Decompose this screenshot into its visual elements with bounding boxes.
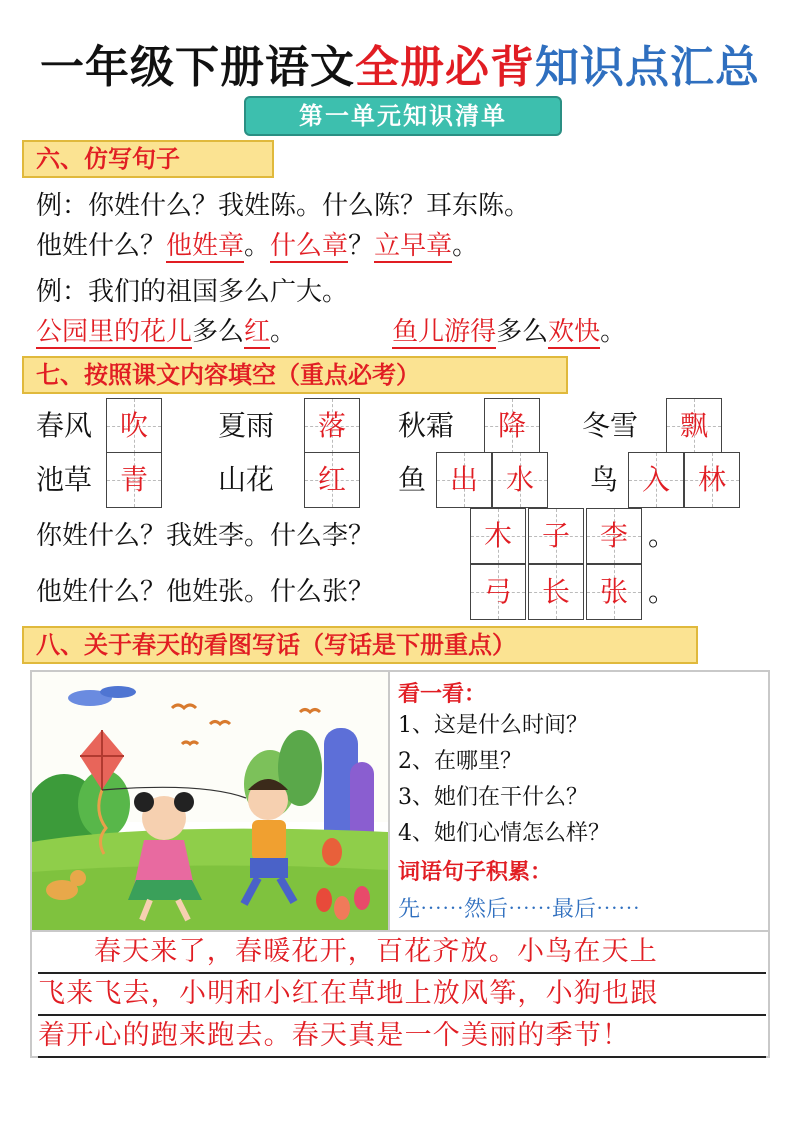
- punct: 。: [452, 231, 479, 261]
- fill-label: 夏雨: [218, 409, 275, 442]
- section8-heading: 八、关于春天的看图写话（写话是下册重点）: [22, 626, 698, 664]
- spring-illustration: [30, 670, 390, 932]
- answer2-adj2: 欢快: [548, 317, 601, 347]
- title-part-grade: 一年级下册语文: [40, 42, 355, 93]
- fill-label: 山花: [218, 463, 275, 496]
- fill-label: 秋霜: [398, 409, 455, 442]
- row-end-punct: 。: [648, 519, 677, 552]
- question-item: 1、这是什么时间？: [398, 713, 588, 738]
- answer-char: 张: [599, 575, 628, 608]
- page-title: [0, 38, 800, 98]
- answer1-prompt: 他姓什么？: [36, 231, 167, 261]
- punct: ？: [348, 231, 375, 261]
- answer-char: 子: [541, 519, 570, 552]
- section6-heading: 六、仿写句子: [22, 140, 274, 178]
- unit-subtitle: 第一单元知识清单: [244, 96, 562, 136]
- question-item: 3、她们在干什么？: [398, 785, 588, 810]
- punct: 。: [244, 231, 271, 261]
- fill-label: 池草: [36, 463, 93, 496]
- fill-label: 鸟: [590, 463, 619, 496]
- section6-answer1: [36, 228, 478, 264]
- answer-box: [628, 452, 684, 508]
- section6-answer2: [36, 314, 626, 350]
- vocab-sequence: 先⋯⋯然后⋯⋯最后⋯⋯: [398, 897, 641, 922]
- answer-char: 飘: [679, 409, 708, 442]
- vocab-heading: 词语句子积累：: [398, 859, 553, 885]
- question-panel: [390, 670, 770, 932]
- fill-label: 春风: [36, 409, 93, 442]
- answer-box: [106, 398, 162, 454]
- punct: 。: [600, 317, 627, 347]
- title-part-must-recite: 全册必背: [355, 42, 535, 93]
- look-heading: 看一看：: [398, 681, 487, 707]
- spring-kite-scene: [32, 672, 388, 930]
- essay-line: 着开心的跑来跑去。春天真是一个美丽的季节！: [38, 1016, 766, 1058]
- answer-box: [586, 508, 642, 564]
- answer-char: 木: [483, 519, 512, 552]
- row-end-punct: 。: [648, 575, 677, 608]
- answer1-part2: 什么章: [270, 231, 349, 261]
- answer-char: 水: [505, 463, 534, 496]
- answer-box: [304, 452, 360, 508]
- punct: 。: [270, 317, 297, 347]
- answer-box: [470, 508, 526, 564]
- answer-box: [528, 564, 584, 620]
- answer-char: 入: [641, 463, 670, 496]
- answer-char: 降: [497, 409, 526, 442]
- answer2-adj1: 红: [244, 317, 271, 347]
- answer-box: [470, 564, 526, 620]
- fill-label: 鱼: [398, 463, 427, 496]
- fill-label: 冬雪: [582, 409, 639, 442]
- essay-line: 飞来飞去，小明和小红在草地上放风筝，小狗也跟: [38, 974, 766, 1016]
- answer-box: [666, 398, 722, 454]
- answer-char: 林: [697, 463, 726, 496]
- answer2-duome2: 多么: [496, 317, 549, 347]
- section7-heading: 七、按照课文内容填空（重点必考）: [22, 356, 568, 394]
- answer-char: 落: [317, 409, 346, 442]
- answer2-subject2: 鱼儿游得: [392, 317, 497, 347]
- section6-example1: 例：你姓什么？我姓陈。什么陈？耳东陈。: [36, 191, 531, 221]
- answer-box: [492, 452, 548, 508]
- essay-line: 春天来了，春暖花开，百花齐放。小鸟在天上: [38, 932, 766, 974]
- section6-example2: 例：我们的祖国多么广大。: [36, 277, 349, 307]
- model-essay: [30, 930, 770, 1058]
- question-item: 2、在哪里？: [398, 749, 522, 774]
- answer-box: [106, 452, 162, 508]
- answer-box: [484, 398, 540, 454]
- answer-box: [304, 398, 360, 454]
- answer1-part1: 他姓章: [166, 231, 245, 261]
- surname-zhang-question: 他姓什么？他姓张。什么张？: [36, 577, 375, 607]
- answer-char: 李: [599, 519, 628, 552]
- answer-char: 青: [119, 463, 148, 496]
- question-item: 4、她们心情怎么样？: [398, 821, 610, 846]
- answer2-subject1: 公园里的花儿: [36, 317, 193, 347]
- surname-li-question: 你姓什么？我姓李。什么李？: [36, 521, 375, 551]
- answer2-duome1: 多么: [192, 317, 245, 347]
- answer-box: [436, 452, 492, 508]
- title-part-summary: 知识点汇总: [535, 42, 760, 93]
- answer-box: [586, 564, 642, 620]
- answer-char: 出: [449, 463, 478, 496]
- answer-box: [684, 452, 740, 508]
- answer-char: 红: [317, 463, 346, 496]
- answer-char: 长: [541, 575, 570, 608]
- answer-char: 弓: [483, 575, 512, 608]
- answer-box: [528, 508, 584, 564]
- answer1-part3: 立早章: [374, 231, 453, 261]
- answer-char: 吹: [119, 409, 148, 442]
